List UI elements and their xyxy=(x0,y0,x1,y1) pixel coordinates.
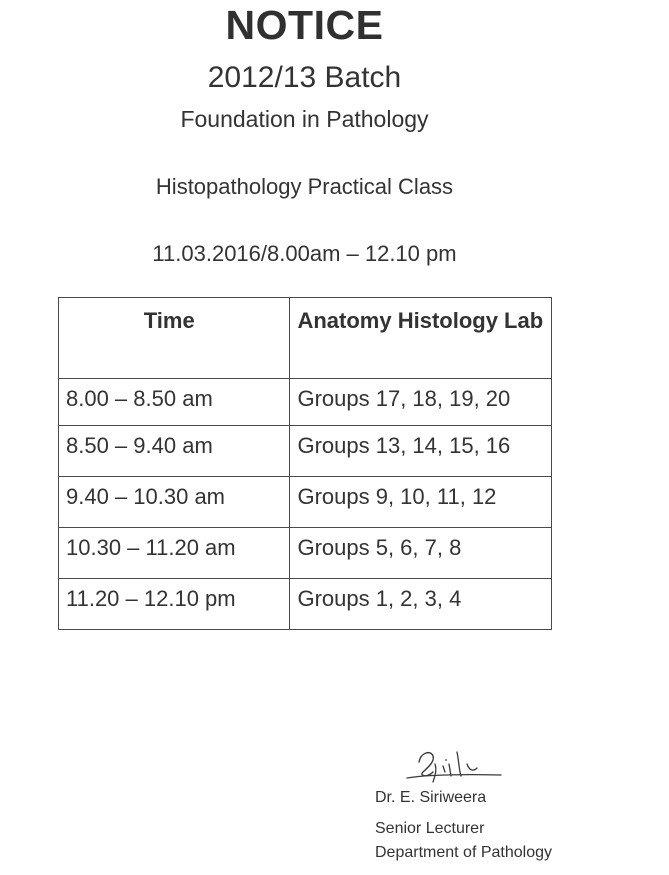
time-cell: 8.50 – 9.40 am xyxy=(59,426,290,477)
course-name: Foundation in Pathology xyxy=(180,106,429,132)
signatory-name: Dr. E. Siriweera xyxy=(375,789,487,806)
groups-cell: Groups 17, 18, 19, 20 xyxy=(290,379,552,426)
table-row xyxy=(59,477,552,528)
groups-cell: Groups 13, 14, 15, 16 xyxy=(290,426,552,477)
time-cell: 11.20 – 12.10 pm xyxy=(59,579,290,630)
schedule-table xyxy=(58,297,552,630)
signatory-department: Department of Pathology xyxy=(375,844,552,861)
batch-label: 2012/13 Batch xyxy=(207,61,402,94)
table-row xyxy=(59,426,552,477)
notice-title: NOTICE xyxy=(225,2,384,48)
signature-block xyxy=(375,786,552,865)
time-column-header: Time xyxy=(59,298,290,379)
lab-column-header: Anatomy Histology Lab xyxy=(290,298,552,379)
signatory-title: Senior Lecturer xyxy=(375,820,485,837)
table-row xyxy=(59,379,552,426)
class-name: Histopathology Practical Class xyxy=(155,174,454,199)
handwritten-signature xyxy=(405,742,505,788)
groups-cell: Groups 9, 10, 11, 12 xyxy=(290,477,552,528)
groups-cell: Groups 1, 2, 3, 4 xyxy=(290,579,552,630)
date-time: 11.03.2016/8.00am – 12.10 pm xyxy=(152,241,457,266)
groups-cell: Groups 5, 6, 7, 8 xyxy=(290,528,552,579)
table-header-row xyxy=(59,298,552,379)
time-cell: 9.40 – 10.30 am xyxy=(59,477,290,528)
time-cell: 8.00 – 8.50 am xyxy=(59,379,290,426)
time-cell: 10.30 – 11.20 am xyxy=(59,528,290,579)
table-row xyxy=(59,528,552,579)
table-row xyxy=(59,579,552,630)
